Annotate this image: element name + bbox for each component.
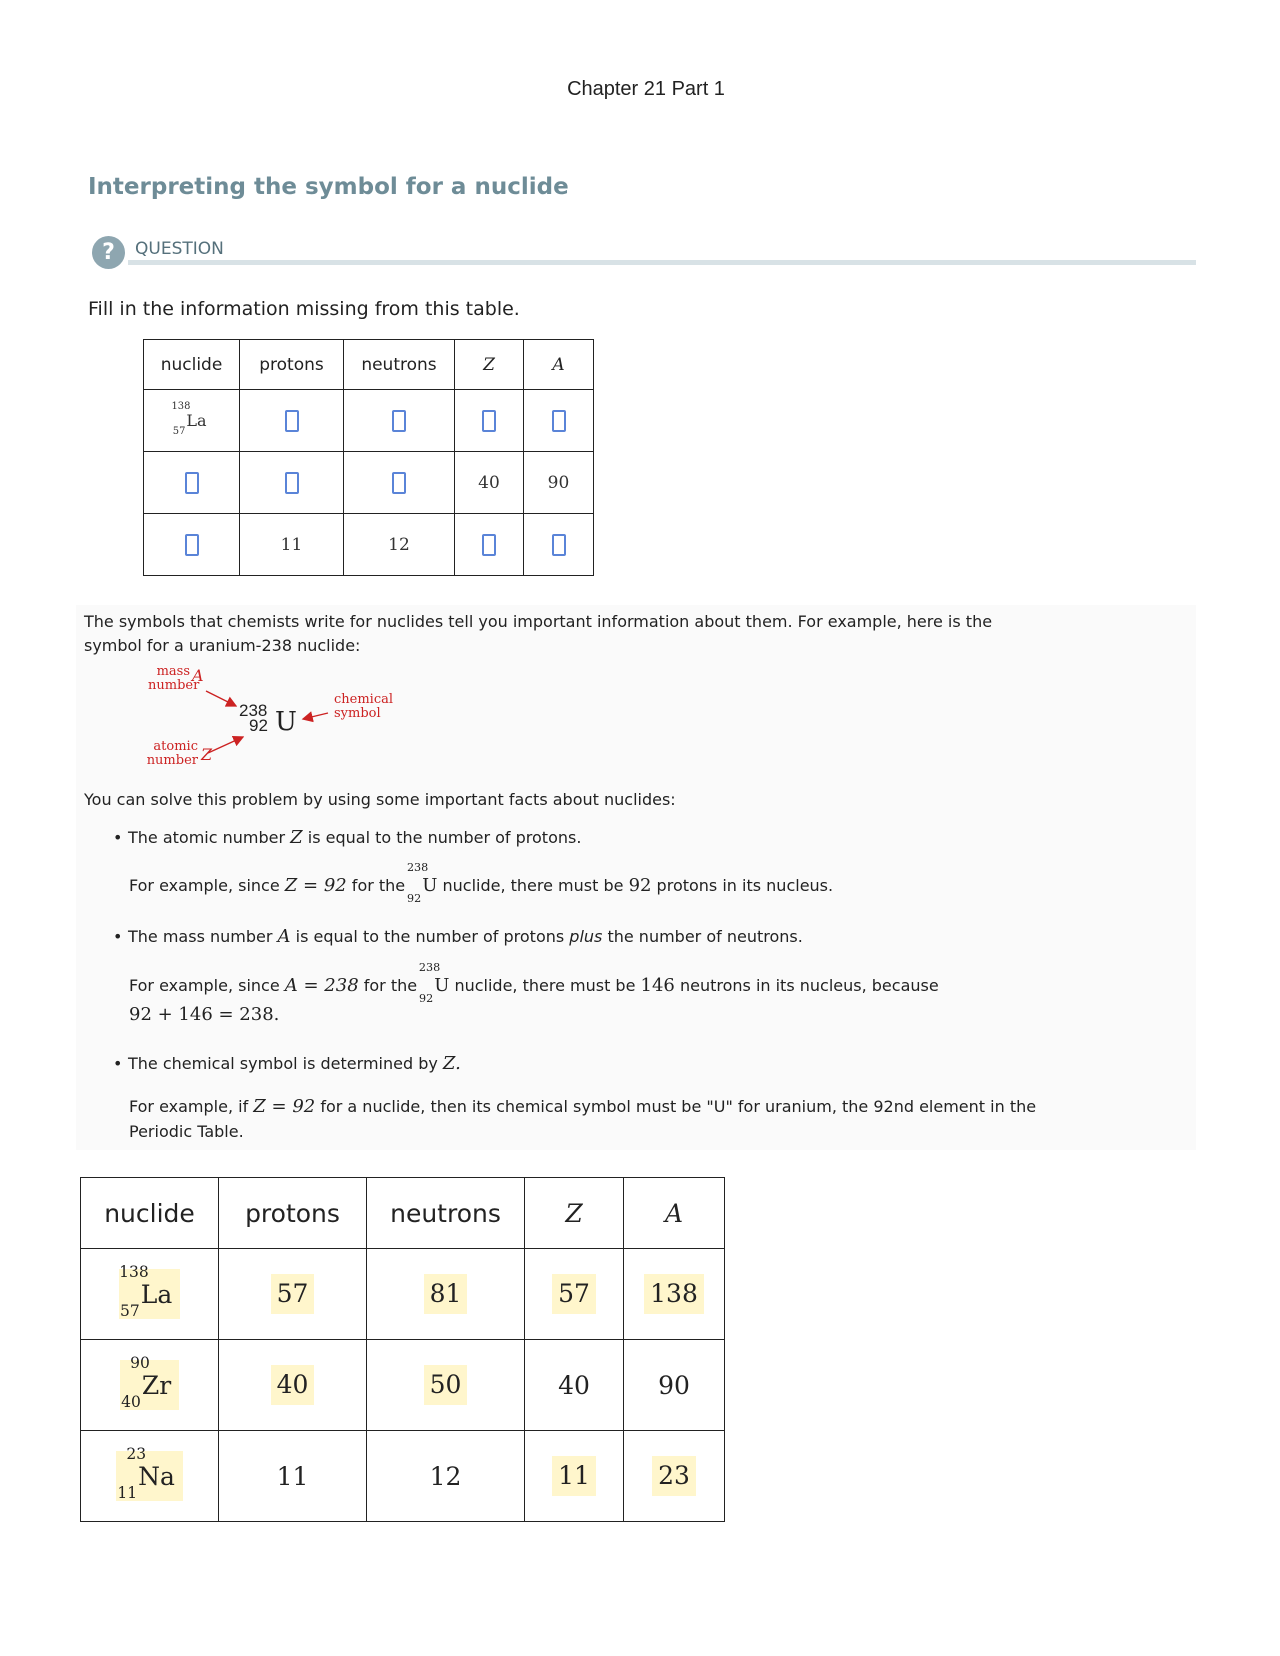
- nuclide-cell: [81, 1340, 219, 1431]
- nuclide-input[interactable]: [185, 534, 199, 556]
- header-a: A: [624, 1178, 725, 1249]
- a-cell: 90: [524, 452, 594, 514]
- question-mark-icon: ?: [92, 236, 125, 269]
- input-table: [143, 339, 594, 576]
- header-z: Z: [525, 1178, 624, 1249]
- element-symbol: Zr: [141, 1370, 172, 1400]
- z-cell: 11: [525, 1431, 624, 1522]
- header-nuclide: nuclide: [81, 1178, 219, 1249]
- nuclide-cell: [144, 514, 240, 576]
- nuclide-highlight: [116, 1444, 183, 1502]
- neutrons-cell: [344, 390, 455, 452]
- fact-example-2: For example, since A = 238 for the 238 U 92 nuclide, there must be 146 neutrons in its nucleus, because: [129, 961, 939, 1005]
- input-table-header-row: [144, 340, 594, 390]
- protons-cell: 57: [219, 1249, 367, 1340]
- mass-variable: A: [192, 666, 204, 685]
- header-z: Z: [455, 340, 524, 390]
- nuclide-symbol-diagram: [120, 664, 420, 768]
- protons-cell: 11: [240, 514, 344, 576]
- a-input[interactable]: [552, 534, 566, 556]
- atomic-number-label: atomic number: [146, 739, 198, 768]
- question-label: QUESTION: [135, 239, 224, 259]
- header-protons: protons: [240, 340, 344, 390]
- z-cell: [455, 514, 524, 576]
- z-cell: 57: [525, 1249, 624, 1340]
- protons-cell: 11: [219, 1431, 367, 1522]
- uranium-symbol: U: [275, 707, 297, 737]
- table-row: [81, 1431, 725, 1522]
- explanation-intro: The symbols that chemists write for nuclides tell you important information about them. For example, here is the symbol for a uranium-238 nuclide:: [84, 612, 993, 655]
- neutrons-cell: 50: [367, 1340, 525, 1431]
- section-heading: Interpreting the symbol for a nuclide: [88, 174, 569, 200]
- neutrons-cell: 12: [344, 514, 455, 576]
- neutrons-input[interactable]: [392, 472, 406, 494]
- a-cell: 90: [624, 1340, 725, 1431]
- uranium-atomic: 92: [249, 716, 268, 735]
- header-protons: protons: [219, 1178, 367, 1249]
- table-row: [81, 1249, 725, 1340]
- table-row: [144, 452, 594, 514]
- nuclide-symbol: [117, 1444, 175, 1502]
- nuclide-cell: [144, 390, 240, 452]
- answer-table: [80, 1177, 725, 1522]
- z-input[interactable]: [482, 534, 496, 556]
- header-a: A: [524, 340, 594, 390]
- instructions: Fill in the information missing from this table.: [88, 298, 520, 320]
- z-cell: [455, 390, 524, 452]
- mass-number-label: mass number: [148, 664, 200, 693]
- nuclide-cell: [144, 452, 240, 514]
- nuclide-highlight: [120, 1353, 179, 1411]
- mass-number: 138: [119, 1262, 149, 1281]
- document-title: Chapter 21 Part 1: [567, 78, 725, 100]
- protons-cell: 40: [219, 1340, 367, 1431]
- uranium-numbers: [239, 703, 268, 733]
- element-symbol: La: [186, 410, 207, 430]
- mass-number: 90: [130, 1353, 150, 1372]
- atomic-number: 40: [121, 1392, 141, 1411]
- header-nuclide: nuclide: [144, 340, 240, 390]
- uranium-mass: 238: [239, 701, 268, 720]
- atomic-number: 57: [172, 425, 186, 437]
- element-symbol: La: [140, 1279, 173, 1309]
- table-row: [81, 1340, 725, 1431]
- protons-input[interactable]: [285, 410, 299, 432]
- a-cell: 138: [624, 1249, 725, 1340]
- atomic-number: 57: [120, 1301, 140, 1320]
- protons-input[interactable]: [285, 472, 299, 494]
- nuclide-symbol: [171, 400, 207, 437]
- fact-example-2-equation: 92 + 146 = 238.: [129, 1004, 280, 1025]
- z-cell: 40: [455, 452, 524, 514]
- header-neutrons: neutrons: [367, 1178, 525, 1249]
- a-cell: [524, 514, 594, 576]
- z-input[interactable]: [482, 410, 496, 432]
- nuclide-symbol: [121, 1353, 172, 1411]
- header-neutrons: neutrons: [344, 340, 455, 390]
- nuclide-highlight: [119, 1262, 181, 1320]
- atomic-variable: Z: [201, 745, 213, 764]
- fact-example-1: For example, since Z = 92 for the 238 U 92 nuclide, there must be 92 protons in its nucleus.: [129, 861, 834, 905]
- answer-table-header-row: [81, 1178, 725, 1249]
- question-divider: [128, 260, 1196, 265]
- neutrons-cell: 12: [367, 1431, 525, 1522]
- mass-number: 138: [171, 400, 191, 412]
- neutrons-cell: [344, 452, 455, 514]
- neutrons-input[interactable]: [392, 410, 406, 432]
- table-row: [144, 390, 594, 452]
- mass-number: 23: [126, 1444, 147, 1463]
- fact-example-3-line2: Periodic Table.: [129, 1122, 244, 1141]
- protons-cell: [240, 452, 344, 514]
- facts-intro: You can solve this problem by using some important facts about nuclides:: [84, 790, 676, 809]
- atomic-number: 11: [117, 1483, 138, 1502]
- a-cell: 23: [624, 1431, 725, 1522]
- element-symbol: Na: [138, 1461, 175, 1491]
- protons-cell: [240, 390, 344, 452]
- nuclide-input[interactable]: [185, 472, 199, 494]
- fact-example-3: For example, if Z = 92 for a nuclide, then its chemical symbol must be "U" for uranium, the 92nd element in the: [129, 1096, 1037, 1117]
- nuclide-cell: [81, 1431, 219, 1522]
- neutrons-cell: 81: [367, 1249, 525, 1340]
- chemical-symbol-label: chemical symbol: [334, 692, 394, 721]
- a-cell: [524, 390, 594, 452]
- table-row: [144, 514, 594, 576]
- nuclide-symbol: [119, 1262, 173, 1320]
- nuclide-cell: [81, 1249, 219, 1340]
- a-input[interactable]: [552, 410, 566, 432]
- z-cell: 40: [525, 1340, 624, 1431]
